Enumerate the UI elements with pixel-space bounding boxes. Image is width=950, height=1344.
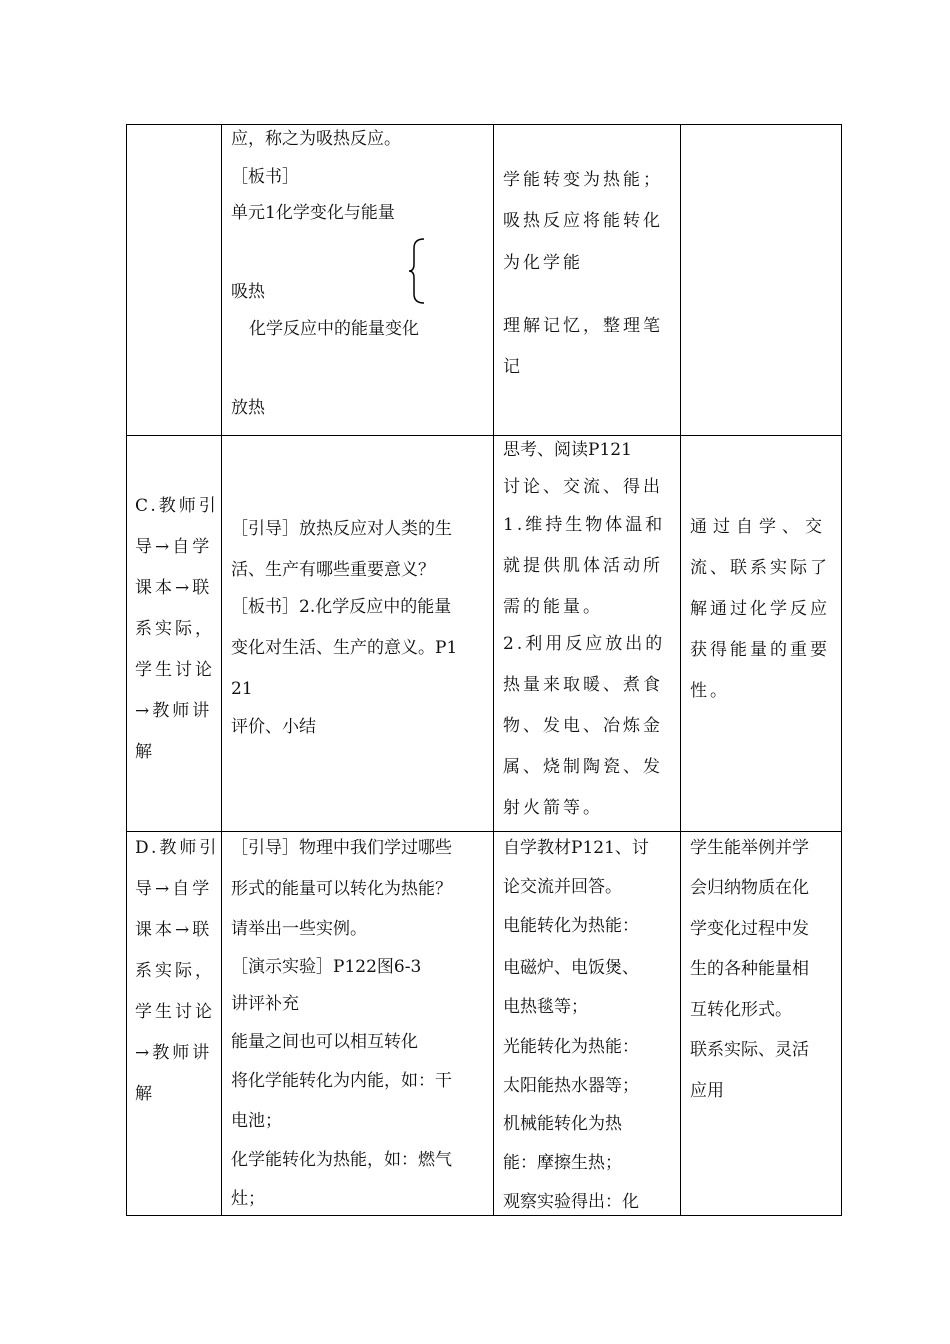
table-border-top bbox=[126, 124, 842, 125]
cell-text: 电池； bbox=[231, 1111, 282, 1131]
cell-text: 太阳能热水器等； bbox=[503, 1076, 639, 1096]
cell-text: 1.维持生物体温和 bbox=[503, 515, 666, 535]
cell-text: 能：摩擦生热； bbox=[503, 1153, 622, 1173]
cell-text: 导→自学 bbox=[135, 879, 213, 899]
cell-text: 形式的能量可以转化为热能？ bbox=[231, 879, 452, 899]
cell-text: 解通过化学反应 bbox=[690, 599, 830, 619]
cell-text: ［板书］2.化学反应中的能量 bbox=[231, 597, 452, 617]
cell-text: 讲评补充 bbox=[231, 994, 299, 1014]
cell-text: 记 bbox=[503, 357, 523, 377]
cell-text: 属、烧制陶瓷、发 bbox=[503, 757, 663, 777]
cell-text: ［演示实验］P122图6-3 bbox=[231, 957, 422, 977]
cell-text: 课本→联 bbox=[135, 578, 213, 598]
cell-text: 单元1化学变化与能量 bbox=[231, 203, 395, 223]
cell-text: 观察实验得出：化 bbox=[503, 1192, 639, 1212]
cell-text: 将化学能转化为内能，如：干 bbox=[231, 1071, 452, 1091]
cell-text: 流、联系实际了 bbox=[690, 558, 830, 578]
cell-text: 互转化形式。 bbox=[690, 1000, 792, 1020]
cell-text: 吸热 bbox=[231, 282, 265, 302]
cell-text: →教师讲 bbox=[135, 1043, 213, 1063]
cell-text: 课本→联 bbox=[135, 920, 213, 940]
table-border-right bbox=[841, 124, 842, 1216]
table-border-bottom bbox=[126, 1215, 842, 1216]
column-divider bbox=[221, 124, 222, 1216]
cell-text: D.教师引 bbox=[135, 838, 220, 858]
cell-text: 解 bbox=[135, 1084, 155, 1104]
cell-text: 评价、小结 bbox=[231, 717, 316, 737]
cell-text: 学变化过程中发 bbox=[690, 919, 809, 939]
cell-text: 学生能举例并学 bbox=[690, 838, 809, 858]
column-divider bbox=[680, 124, 681, 1216]
cell-text: ［引导］放热反应对人类的生 bbox=[231, 519, 452, 539]
cell-text: →教师讲 bbox=[135, 701, 213, 721]
cell-text: 论交流并回答。 bbox=[503, 877, 622, 897]
cell-text: 灶； bbox=[231, 1189, 265, 1209]
cell-text: 系实际， bbox=[135, 961, 215, 981]
cell-text: 热量来取暖、煮食 bbox=[503, 675, 663, 695]
cell-text: 电能转化为热能： bbox=[503, 916, 639, 936]
cell-text: 2.利用反应放出的 bbox=[503, 634, 666, 654]
table-border-left bbox=[126, 124, 127, 1216]
cell-text: 讨论、交流、得出 bbox=[503, 477, 663, 497]
cell-text: 请举出一些实例。 bbox=[231, 919, 367, 939]
cell-text: 应用 bbox=[690, 1081, 724, 1101]
cell-text: 自学教材P121、讨 bbox=[503, 838, 649, 858]
cell-text: 电热毯等； bbox=[503, 997, 588, 1017]
cell-text: ［引导］物理中我们学过哪些 bbox=[231, 838, 452, 858]
row-divider bbox=[126, 435, 842, 436]
cell-text: 吸热反应将能转化 bbox=[503, 211, 663, 231]
cell-text: 化学反应中的能量变化 bbox=[249, 319, 419, 339]
cell-text: 电磁炉、电饭煲、 bbox=[503, 958, 639, 978]
cell-text: 性。 bbox=[690, 681, 730, 701]
cell-text: 学生讨论 bbox=[135, 1002, 215, 1022]
cell-text: 获得能量的重要 bbox=[690, 640, 830, 660]
cell-text: 学能转变为热能； bbox=[503, 170, 663, 190]
cell-text: 通过自学、交 bbox=[690, 517, 828, 537]
cell-text: 导→自学 bbox=[135, 537, 213, 557]
cell-text: 理解记忆，整理笔 bbox=[503, 316, 663, 336]
cell-text: 解 bbox=[135, 742, 155, 762]
cell-text: 光能转化为热能： bbox=[503, 1037, 639, 1057]
cell-text: 系实际， bbox=[135, 619, 215, 639]
cell-text: 射火箭等。 bbox=[503, 798, 603, 818]
cell-text: 为化学能 bbox=[503, 253, 583, 273]
cell-text: 变化对生活、生产的意义。P1 bbox=[231, 638, 458, 658]
cell-text: 活、生产有哪些重要意义？ bbox=[231, 560, 435, 580]
cell-text: 需的能量。 bbox=[503, 597, 603, 617]
cell-text: 生的各种能量相 bbox=[690, 959, 809, 979]
cell-text: 应，称之为吸热反应。 bbox=[231, 129, 401, 149]
cell-text: 物、发电、冶炼金 bbox=[503, 716, 663, 736]
cell-text: C.教师引 bbox=[135, 496, 219, 516]
cell-text: 能量之间也可以相互转化 bbox=[231, 1032, 418, 1052]
cell-text: 学生讨论 bbox=[135, 660, 215, 680]
cell-text: 21 bbox=[231, 679, 253, 699]
cell-text: 就提供肌体活动所 bbox=[503, 556, 663, 576]
cell-text: 机械能转化为热 bbox=[503, 1114, 622, 1134]
column-divider bbox=[493, 124, 494, 1216]
curly-brace-icon bbox=[408, 238, 426, 304]
row-divider bbox=[126, 831, 842, 832]
cell-text: ［板书］ bbox=[231, 167, 299, 187]
cell-text: 放热 bbox=[231, 398, 265, 418]
cell-text: 思考、阅读P121 bbox=[503, 440, 632, 460]
cell-text: 化学能转化为热能，如：燃气 bbox=[231, 1150, 452, 1170]
cell-text: 会归纳物质在化 bbox=[690, 878, 809, 898]
cell-text: 联系实际、灵活 bbox=[690, 1040, 809, 1060]
